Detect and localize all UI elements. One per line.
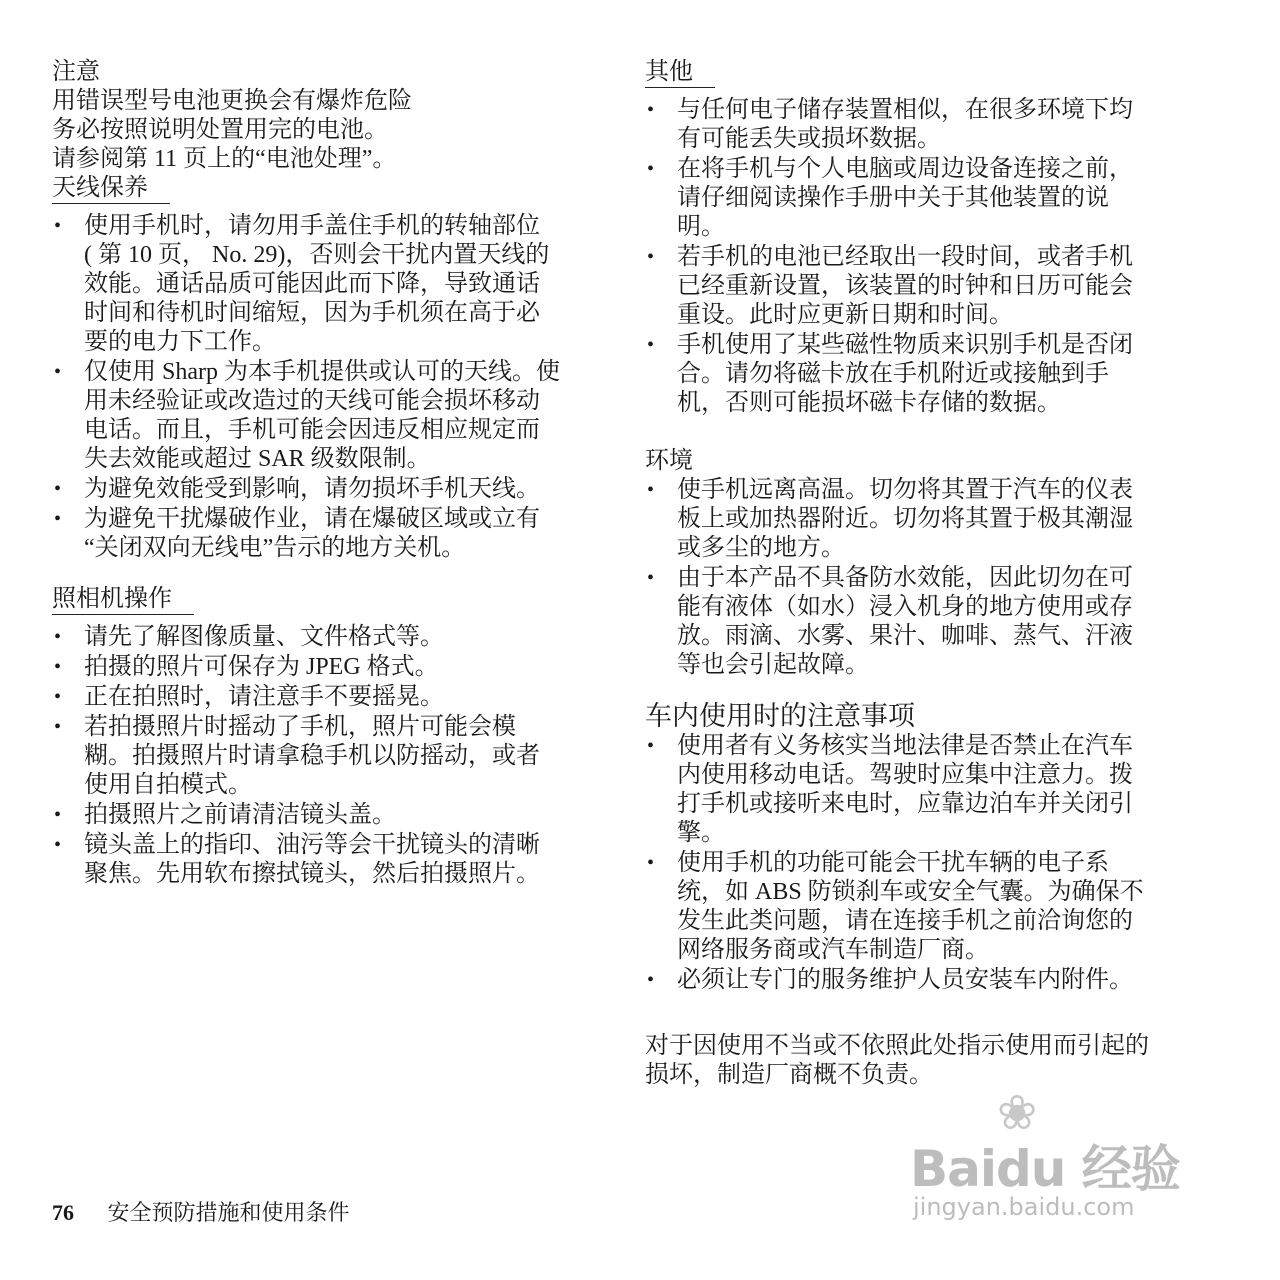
list-item-line: 板上或加热器附近。切勿将其置于极其潮湿 <box>677 506 1133 532</box>
list-item-line: 网络服务商或汽车制造厂商。 <box>677 937 989 963</box>
list-item-line: 用未经验证或改造过的天线可能会损坏移动 <box>84 388 540 414</box>
bullet-icon: • <box>647 334 655 356</box>
list-item-line: 为避免效能受到影响，请勿损坏手机天线。 <box>84 476 540 502</box>
list-item-line: 请仔细阅读操作手册中关于其他装置的说 <box>677 185 1109 211</box>
bullet-icon: • <box>54 656 62 678</box>
list-item <box>52 831 540 889</box>
list-item-line: 使手机远离高温。切勿将其置于汽车的仪表 <box>677 477 1133 503</box>
bullet-icon: • <box>647 246 655 268</box>
section-heading: 车内使用时的注意事项 <box>645 701 915 731</box>
section-heading: 环境 <box>645 448 693 474</box>
list-item-line: 发生此类问题，请在连接手机之前洽询您的 <box>677 908 1133 934</box>
list-item <box>645 564 1133 680</box>
list-item-line: 或多尘的地方。 <box>677 535 845 561</box>
page-number: 76 <box>52 1200 74 1225</box>
list-item-line: 统，如 ABS 防锁刹车或安全气囊。为确保不 <box>677 879 1144 905</box>
list-item <box>645 331 1133 418</box>
list-item-line: 糊。拍摄照片时请拿稳手机以防摇动，或者 <box>84 743 540 769</box>
section <box>52 58 412 174</box>
bullet-icon: • <box>647 479 655 501</box>
list-item <box>52 623 540 652</box>
bullet-icon: • <box>54 716 62 738</box>
section <box>52 174 560 564</box>
section-heading: 照相机操作 <box>52 585 194 615</box>
list-item-line: 正在拍照时，请注意手不要摇晃。 <box>84 684 444 710</box>
bullet-icon: • <box>54 361 62 383</box>
list-item-line: 明。 <box>677 214 725 240</box>
bullet-icon: • <box>54 508 62 530</box>
bullet-icon: • <box>647 735 655 757</box>
bullet-icon: • <box>54 478 62 500</box>
paragraph-line: 务必按照说明处置用完的电池。 <box>52 117 388 143</box>
list-item-line: 必须让专门的服务维护人员安装车内附件。 <box>677 967 1133 993</box>
list-item-line: 等也会引起故障。 <box>677 652 869 678</box>
list-item-line: 放。雨滴、水雾、果汁、咖啡、蒸气、汗液 <box>677 623 1133 649</box>
paragraph-line: 用错误型号电池更换会有爆炸危险 <box>52 88 412 114</box>
bullet-icon: • <box>54 686 62 708</box>
page-footer <box>52 1196 350 1227</box>
paw-icon: ❀ <box>997 1087 1038 1140</box>
list-item <box>52 653 540 682</box>
list-item-line: 要的电力下工作。 <box>84 329 276 355</box>
list-item-line: 手机使用了某些磁性物质来识别手机是否闭 <box>677 332 1133 358</box>
paragraph-line: 损坏，制造厂商概不负责。 <box>645 1062 933 1088</box>
list-item-line: 仅使用 Sharp 为本手机提供或认可的天线。使 <box>84 359 560 385</box>
list-item-line: 效能。通话品质可能因此而下降，导致通话 <box>84 271 540 297</box>
bullet-icon: • <box>54 215 62 237</box>
list-item-line: 为避免干扰爆破作业，请在爆破区域或立有 <box>84 506 540 532</box>
list-item-line: 重设。此时应更新日期和时间。 <box>677 302 1013 328</box>
list-item-line: 合。请勿将磁卡放在手机附近或接触到手 <box>677 361 1109 387</box>
list-item-line: 拍摄的照片可保存为 JPEG 格式。 <box>84 654 439 680</box>
section <box>645 447 1133 681</box>
bullet-icon: • <box>54 626 62 648</box>
list-item-line: “关闭双向无线电”告示的地方关机。 <box>84 535 466 561</box>
watermark-url: jingyan.baidu.com <box>913 1193 1135 1221</box>
list-item-line: ( 第 10 页， No. 29)，否则会干扰内置天线的 <box>84 242 550 268</box>
list-item <box>52 505 560 563</box>
list-item <box>645 476 1133 563</box>
bullet-icon: • <box>54 804 62 826</box>
list-item-line: 机，否则可能损坏磁卡存储的数据。 <box>677 390 1061 416</box>
list-item-line: 内使用移动电话。驾驶时应集中注意力。拨 <box>677 762 1133 788</box>
list-item <box>52 713 540 800</box>
section-heading: 天线保养 <box>52 174 170 204</box>
list-item-line: 若拍摄照片时摇动了手机，照片可能会模 <box>84 714 516 740</box>
bullet-icon: • <box>647 969 655 991</box>
section-heading: 其他 <box>645 58 715 88</box>
list-item-line: 若手机的电池已经取出一段时间，或者手机 <box>677 244 1133 270</box>
section <box>52 585 540 890</box>
list-item-line: 有可能丢失或损坏数据。 <box>677 126 941 152</box>
bullet-icon: • <box>647 567 655 589</box>
list-item-line: 已经重新设置，该装置的时钟和日历可能会 <box>677 273 1133 299</box>
list-item <box>645 155 1133 242</box>
footer-section-title: 安全预防措施和使用条件 <box>107 1200 350 1225</box>
section <box>645 1032 1149 1090</box>
list-item-line: 使用手机的功能可能会干扰车辆的电子系 <box>677 850 1109 876</box>
list-item <box>645 966 1144 995</box>
list-item <box>645 243 1133 330</box>
list-item-line: 镜头盖上的指印、油污等会干扰镜头的清晰 <box>84 832 540 858</box>
section <box>645 58 1133 419</box>
baidu-jingyan-watermark <box>905 1085 1205 1235</box>
list-item-line: 请先了解图像质量、文件格式等。 <box>84 624 444 650</box>
list-item-line: 电话。而且，手机可能会因违反相应规定而 <box>84 417 540 443</box>
list-item <box>645 732 1144 848</box>
list-item-line: 打手机或接听来电时，应靠边泊车并关闭引 <box>677 791 1133 817</box>
list-item-line: 擎。 <box>677 820 725 846</box>
section <box>645 700 1144 996</box>
paragraph-line: 请参阅第 11 页上的“电池处理”。 <box>52 146 397 172</box>
list-item <box>52 801 540 830</box>
paragraph-line: 对于因使用不当或不依照此处指示使用而引起的 <box>645 1033 1149 1059</box>
list-item-line: 在将手机与个人电脑或周边设备连接之前， <box>677 156 1133 182</box>
list-item-line: 失去效能或超过 SAR 级数限制。 <box>84 446 431 472</box>
list-item-line: 聚焦。先用软布擦拭镜头，然后拍摄照片。 <box>84 861 540 887</box>
list-item <box>52 358 560 474</box>
list-item <box>52 475 560 504</box>
list-item-line: 与任何电子储存装置相似，在很多环境下均 <box>677 97 1133 123</box>
list-item-line: 能有液体（如水）浸入机身的地方使用或存 <box>677 594 1133 620</box>
bullet-icon: • <box>647 99 655 121</box>
list-item <box>52 212 560 357</box>
bullet-icon: • <box>54 834 62 856</box>
list-item-line: 使用自拍模式。 <box>84 772 252 798</box>
watermark-logo: Baidu 经验 <box>910 1140 1180 1198</box>
list-item <box>52 683 540 712</box>
list-item-line: 拍摄照片之前请清洁镜头盖。 <box>84 802 396 828</box>
list-item-line: 时间和待机时间缩短，因为手机须在高于必 <box>84 300 540 326</box>
list-item-line: 由于本产品不具备防水效能，因此切勿在可 <box>677 565 1133 591</box>
list-item-line: 使用手机时，请勿用手盖住手机的转轴部位 <box>84 213 540 239</box>
list-item <box>645 849 1144 965</box>
section-heading: 注意 <box>52 59 100 85</box>
list-item <box>645 96 1133 154</box>
bullet-icon: • <box>647 852 655 874</box>
bullet-icon: • <box>647 158 655 180</box>
list-item-line: 使用者有义务核实当地法律是否禁止在汽车 <box>677 733 1133 759</box>
